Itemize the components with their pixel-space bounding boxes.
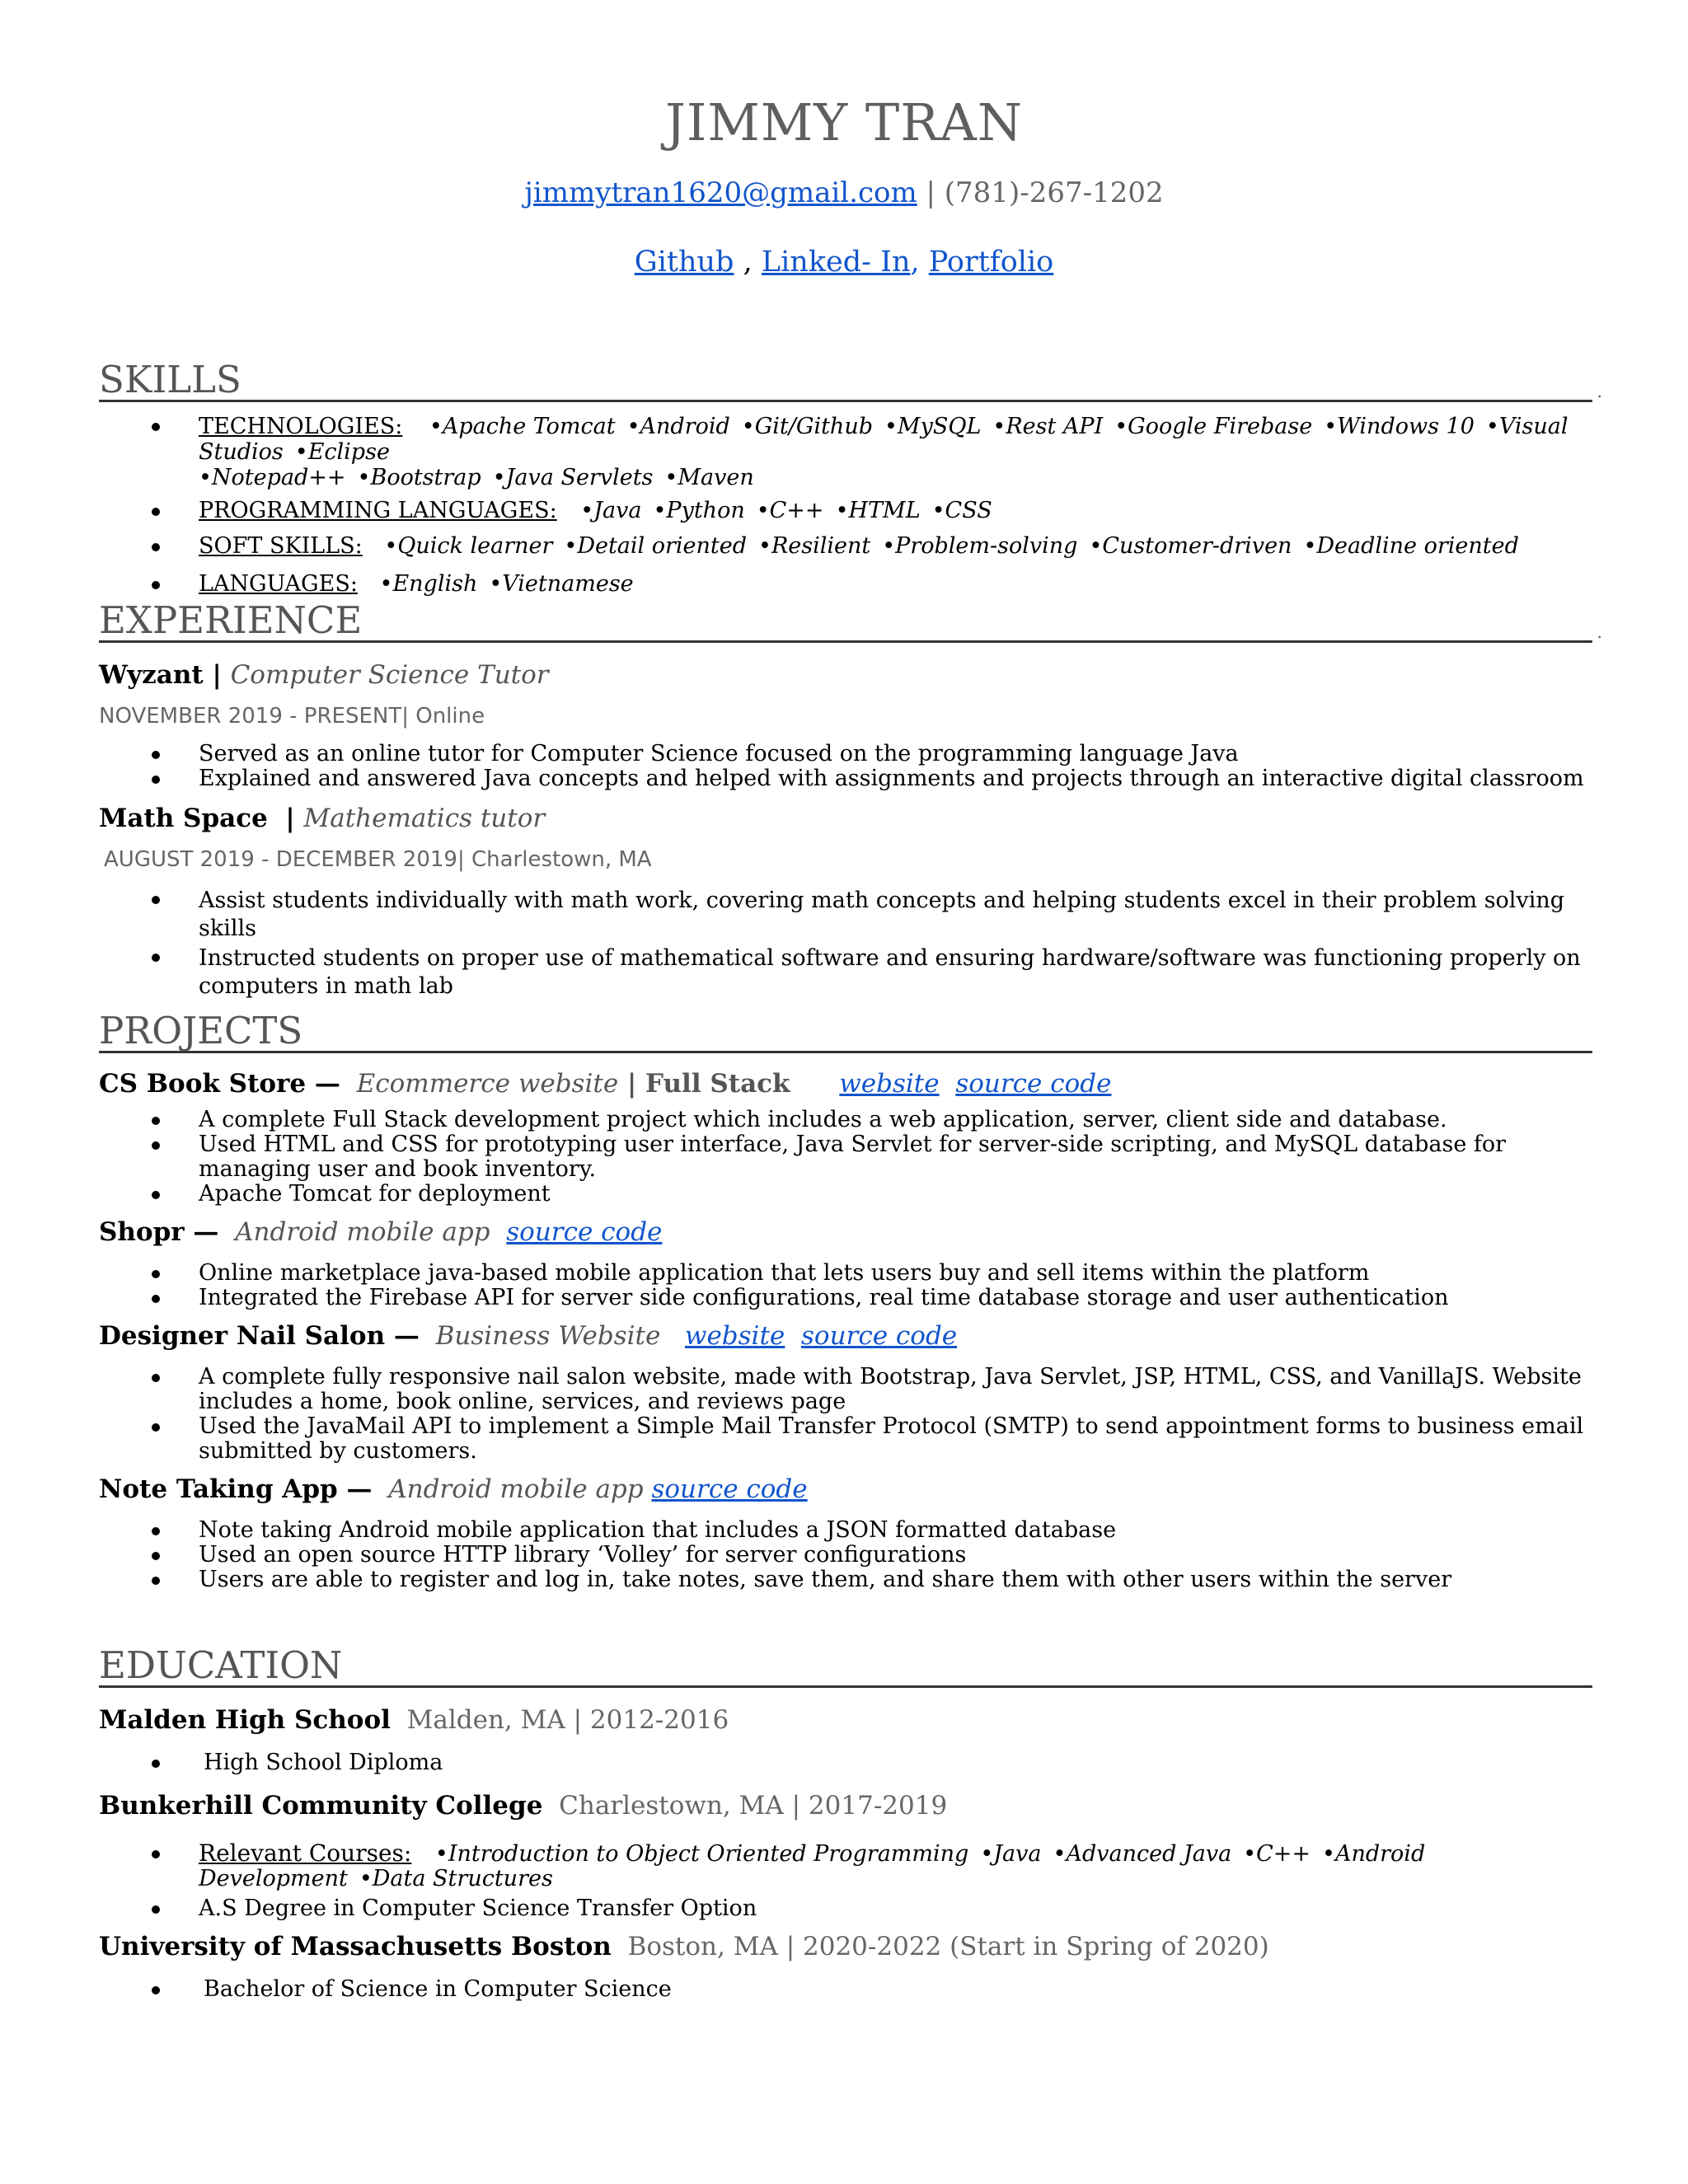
list-item: Served as an online tutor for Computer Science focused on the programming language Java [99,742,1592,766]
list-item: A complete fully responsive nail salon website, made with Bootstrap, Java Servlet, JSP, HTML, CSS, and VanillaJS. Website includes a home, book online, services, and reviews page [99,1365,1592,1414]
list-item: Used an open source HTTP library ‘Volley’ for server configurations [99,1543,1592,1568]
skill-item: •Eclipse [294,439,390,465]
skill-item: •Maven [664,465,754,490]
resume-name: JIMMY TRAN [664,92,1023,152]
skill-row-soft [99,534,1592,559]
list-item: Used the JavaMail API to implement a Simple Mail Transfer Protocol (SMTP) to send appointment forms to business email submitted by customers. [99,1414,1592,1464]
skill-item: •MySQL [884,414,982,439]
project-name: Note Taking App — [99,1474,373,1504]
phone-number: (781)-267-1202 [944,176,1164,209]
job-bullets [99,887,1592,1001]
skill-item: •Bootstrap [357,465,481,490]
skill-item: •Apache Tomcat [429,414,616,439]
education-section [99,1643,1592,2002]
course-item: •Advanced Java [1053,1841,1232,1867]
skill-item: •CSS [931,498,992,523]
list-item: Integrated the Firebase API for server side configurations, real time database storage and user authentication [99,1286,1592,1310]
section-title-projects: PROJECTS [99,1012,1592,1053]
list-item: Instructed students on proper use of mathematical software and ensuring hardware/software was functioning properly on computers in math lab [99,944,1592,1001]
job-bullets [99,742,1592,791]
school-name: Malden High School [99,1705,391,1735]
project-bullets [99,1518,1592,1592]
section-title-experience: EXPERIENCE . [99,598,1602,642]
school-bullets [99,1750,1592,1775]
skill-item: •Resilient [758,533,871,559]
skill-label: LANGUAGES: [199,571,358,597]
school-bullets [99,1841,1592,1921]
skill-item: •Detail oriented [564,533,748,559]
experience-section [99,598,1602,1001]
skill-item: •Customer-driven [1089,533,1292,559]
project-type: Android mobile app [388,1474,644,1504]
skill-item: •Problem-solving [882,533,1078,559]
email-link[interactable]: jimmytran1620@gmail.com [524,176,917,209]
skill-item: •Java Servlets [492,465,654,490]
job-dates-location: AUGUST 2019 - DECEMBER 2019| Charlestown, MA [104,847,652,872]
course-item: •Data Structures [359,1866,553,1891]
skill-item: •C++ [756,498,824,523]
contact-separator: | [917,176,945,209]
github-link[interactable]: Github [634,246,734,279]
list-item: Bachelor of Science in Computer Science [99,1977,1592,2002]
list-item: A.S Degree in Computer Science Transfer Option [99,1896,1592,1921]
skill-item: •Notepad++ [199,465,346,490]
project-header-shopr [99,1216,1592,1248]
course-item: •Android Development [199,1841,1426,1891]
project-bullets [99,1261,1592,1310]
list-item: Assist students individually with math work, covering math concepts and helping students excel in their problem solving skills [99,887,1592,943]
job-header-mathspace: Math Space | Mathematics tutor [99,804,546,833]
job-role: Computer Science Tutor [230,660,549,690]
project-header-note-taking [99,1474,1592,1505]
project-source-link[interactable]: source code [651,1474,808,1504]
job-role: Mathematics tutor [303,804,546,833]
company-name: Math Space [99,804,268,833]
job-dates-location: NOVEMBER 2019 - PRESENT| Online [99,704,485,729]
skills-list [99,414,1592,597]
project-bullets [99,1108,1592,1207]
linkedin-link[interactable]: Linked- In [761,246,911,279]
project-website-link[interactable]: website [684,1321,785,1351]
skill-item: •Quick learner [384,533,553,559]
school-bullets [99,1977,1592,2002]
project-type: Android mobile app [235,1217,490,1247]
skill-label: SOFT SKILLS: [199,533,363,559]
project-type: Business Website [435,1321,661,1351]
list-item: Explained and answered Java concepts and helped with assignments and projects through an interactive digital classroom [99,766,1592,791]
skill-label: PROGRAMMING LANGUAGES: [199,498,557,523]
company-name: Wyzant [99,660,204,690]
list-item: High School Diploma [99,1750,1592,1775]
project-source-link[interactable]: source code [955,1069,1112,1099]
skill-item: •Android [626,414,730,439]
skill-item: •Rest API [992,414,1104,439]
project-source-link[interactable]: source code [506,1217,663,1247]
project-type: Ecommerce website [356,1069,619,1099]
skill-item: •Google Firebase [1114,414,1313,439]
relevant-courses [99,1841,1592,1891]
social-links: Github , Linked- In, Portfolio [634,246,1054,279]
list-item: Online marketplace java-based mobile application that lets users buy and sell items within the platform [99,1261,1592,1286]
skill-row-languages [99,572,1592,597]
skill-row-programming [99,499,1592,523]
skill-row-technologies [99,414,1592,490]
skill-item: •Git/Github [741,414,873,439]
list-item: Note taking Android mobile application that includes a JSON formatted database [99,1518,1592,1543]
skill-item: •Windows 10 [1324,414,1475,439]
skill-item: •HTML [835,498,921,523]
project-stack: | Full Stack [618,1069,790,1099]
project-source-link[interactable]: source code [801,1321,958,1351]
school-name: University of Massachusetts Boston [99,1932,612,1961]
course-item: •Java [980,1841,1042,1867]
contact-line [0,176,1688,209]
school-detail: Charlestown, MA | 2017-2019 [559,1791,948,1821]
course-item: •C++ [1243,1841,1311,1867]
skill-item: •Deadline oriented [1303,533,1519,559]
section-title-education: EDUCATION [99,1647,1592,1688]
skills-section [99,358,1602,597]
list-item: A complete Full Stack development project which includes a web application, server, client side and database. [99,1108,1592,1132]
project-website-link[interactable]: website [839,1069,940,1099]
school-header-umass [99,1931,1592,1962]
courses-label: Relevant Courses: [199,1840,412,1867]
skill-label: TECHNOLOGIES: [199,414,403,439]
project-bullets [99,1365,1592,1464]
project-name: Shopr — [99,1217,219,1247]
school-name: Bunkerhill Community College [99,1791,543,1821]
school-detail: Malden, MA | 2012-2016 [406,1705,729,1735]
course-item: •Introduction to Object Oriented Programming [434,1841,969,1867]
skill-item: •Java [580,498,642,523]
portfolio-link[interactable]: Portfolio [928,246,1054,279]
list-item: Apache Tomcat for deployment [99,1182,1592,1207]
skill-item: •English [379,571,478,597]
list-item: Used HTML and CSS for prototyping user interface, Java Servlet for server-side scripting, and MySQL database for managing user and book inventory. [99,1132,1592,1182]
section-title-skills: SKILLS . [99,358,1602,401]
project-header-cs-book-store [99,1068,1592,1099]
job-header-wyzant: Wyzant | Computer Science Tutor [99,660,549,690]
school-header-bunkerhill [99,1790,1592,1821]
skill-item: •Vietnamese [489,571,634,597]
skill-item: •Python [653,498,745,523]
projects-section [99,1009,1592,1592]
project-header-nail-salon [99,1320,1592,1352]
project-name: Designer Nail Salon — [99,1321,420,1351]
school-header-malden [99,1704,1592,1736]
school-detail: Boston, MA | 2020-2022 (Start in Spring of 2020) [627,1932,1269,1961]
project-name: CS Book Store — [99,1069,340,1099]
list-item: Users are able to register and log in, take notes, save them, and share them with other users within the server [99,1568,1592,1592]
skill-item: •Visual Studios [199,414,1568,465]
